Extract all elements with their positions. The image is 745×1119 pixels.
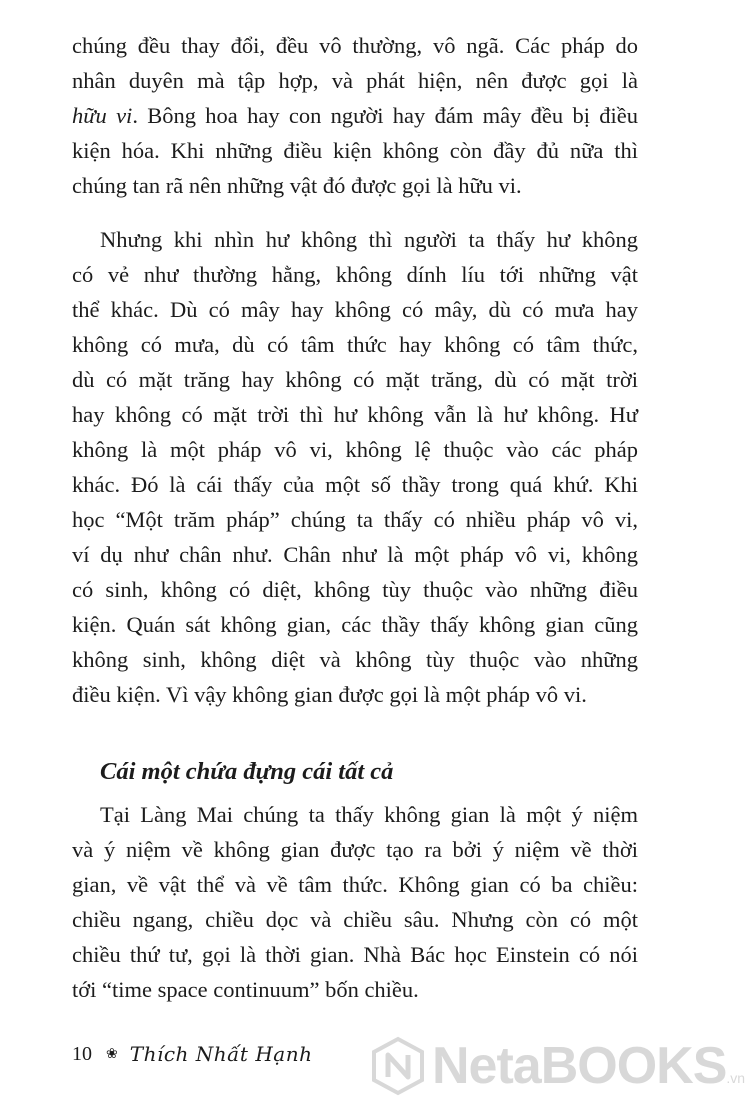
text-line: kiện. Quán sát không gian, các thầy thấy không gian cũng [72, 612, 638, 637]
body-text [72, 28, 638, 1007]
text-line: Nhưng khi nhìn hư không thì người ta thấy hư không [100, 227, 638, 252]
netabooks-logo-icon [372, 1037, 424, 1095]
section-heading: Cái một chứa đựng cái tất cả [100, 758, 394, 785]
page-number: 10 [72, 1042, 92, 1065]
text-line: gian, về vật thể và về tâm thức. Không gian có ba chiều: [72, 872, 638, 897]
paragraph [72, 222, 638, 712]
text-fragment: . Bông hoa hay con người hay đám mây đều bị điều [132, 103, 638, 128]
text-line: không có mưa, dù có tâm thức hay không có tâm thức, [72, 332, 638, 357]
text-line: học “Một trăm pháp” chúng ta thấy có nhiều pháp vô vi, [72, 507, 638, 532]
text-line: điều kiện. Vì vậy không gian được gọi là một pháp vô vi. [72, 682, 587, 707]
text-line: và ý niệm về không gian được tạo ra bởi ý niệm về thời [72, 837, 638, 862]
italic-term: hữu vi [72, 103, 133, 128]
text-line: chiều thứ tư, gọi là thời gian. Nhà Bác học Einstein có nói [72, 942, 638, 967]
text-line: không sinh, không diệt và không tùy thuộc vào những [72, 647, 638, 672]
text-line: có vẻ như thường hằng, không dính líu tới những vật [72, 262, 638, 287]
text-line: chúng tan rã nên những vật đó được gọi là hữu vi. [72, 173, 522, 198]
text-line [72, 98, 638, 133]
text-line: chiều ngang, chiều dọc và chiều sâu. Nhưng còn có một [72, 907, 638, 932]
text-line: tới “time space continuum” bốn chiều. [72, 977, 419, 1002]
paragraph [72, 28, 638, 203]
watermark [372, 1036, 745, 1096]
text-line: chúng đều thay đổi, đều vô thường, vô ngã. Các pháp do [72, 33, 638, 58]
text-line: Tại Làng Mai chúng ta thấy không gian là một ý niệm [100, 802, 638, 827]
text-line: kiện hóa. Khi những điều kiện không còn đầy đủ nữa thì [72, 138, 638, 163]
watermark-suffix: .vn [726, 1070, 745, 1086]
page-footer [72, 1034, 312, 1074]
text-line: dù có mặt trăng hay không có mặt trăng, dù có mặt trời [72, 367, 638, 392]
author-name: Thích Nhất Hạnh [129, 1042, 313, 1066]
text-line: hay không có mặt trời thì hư không vẫn là hư không. Hư [72, 402, 638, 427]
text-line: có sinh, không có diệt, không tùy thuộc vào những điều [72, 577, 638, 602]
text-line: thể khác. Dù có mây hay không có mây, dù có mưa hay [72, 297, 638, 322]
text-line: nhân duyên mà tập hợp, và phát hiện, nên được gọi là [72, 68, 638, 93]
text-line: không là một pháp vô vi, không lệ thuộc vào các pháp [72, 437, 638, 462]
text-line: khác. Đó là cái thấy của một số thầy trong quá khứ. Khi [72, 472, 638, 497]
flower-ornament-icon: ❀ [106, 1046, 118, 1062]
watermark-text: NetaBOOKS [432, 1037, 727, 1095]
paragraph [72, 797, 638, 1007]
text-line: ví dụ như chân như. Chân như là một pháp vô vi, không [72, 542, 638, 567]
